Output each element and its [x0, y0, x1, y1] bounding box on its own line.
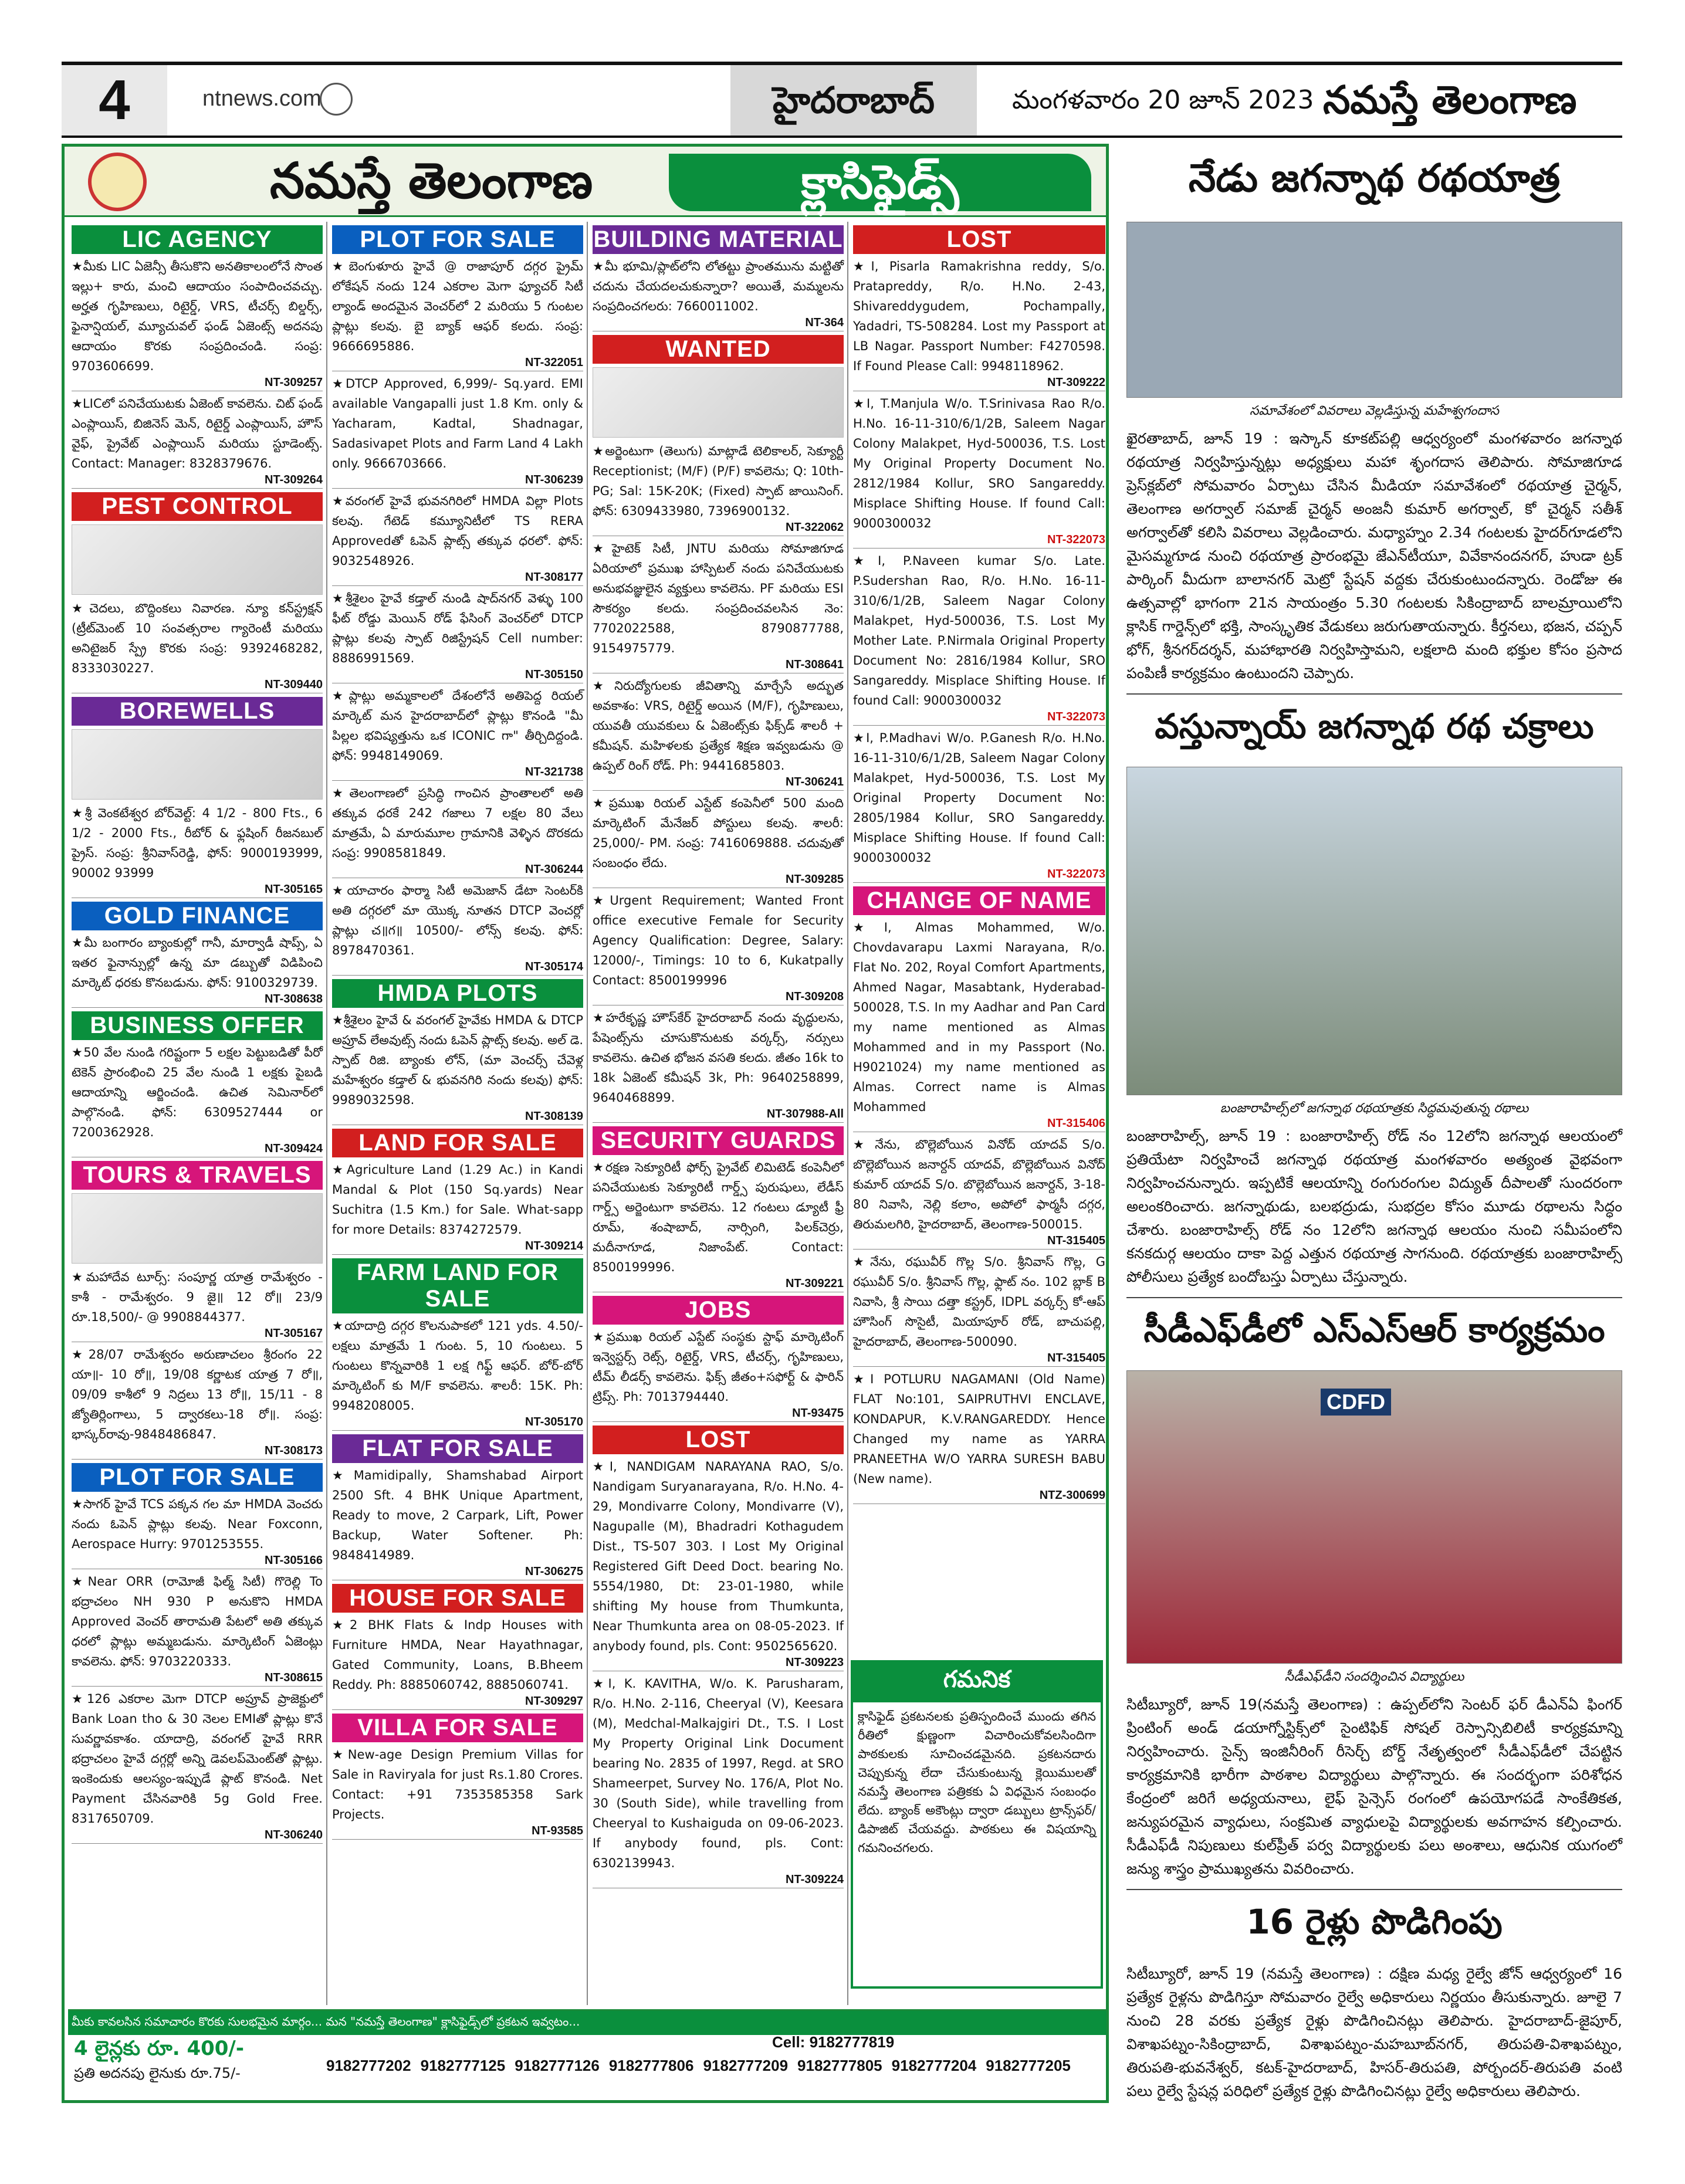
ad-code: NT-305150: [332, 668, 583, 683]
ad-code: NT-321738: [332, 766, 583, 781]
ad-code: NT-309224: [593, 1873, 844, 1888]
section-heading: VILLA FOR SALE: [332, 1714, 583, 1742]
classified-section: [332, 1434, 583, 1580]
section-heading: WANTED: [593, 335, 844, 364]
notice-text: క్లాసిఫైడ్ ప్రకటనలకు ప్రతిస్పందించే ముందు తగిన రీతిలో క్షుణ్ణంగా విచారించుకోవలసిందిగా పాఠకులకు సూచించడమైనది. ప్రకటనదారు చెప్పుకున్న లేదా చేసుకుంటున్న క్లెయిములతో నమస్తే తెలంగాణ పత్రికకు ఏ విధమైన సంబంధం లేదు. బ్యాంక్ అకౌంట్లు ద్వారా డబ్బులు ట్రాన్స్‌ఫర్/ డిపాజిట్ చేయవద్దు. పాఠకులు ఈ విషయాన్ని గమనించగలరు.: [858, 1709, 1096, 1855]
classified-section: [332, 979, 583, 1125]
ad-text: ★నిరుద్యోగులకు జీవితాన్ని మార్చేసే అద్భుత అవకాశం: VRS, రిటైర్డ్ అయిన (M/F), గృహిణులు, యువతీ యువకులు & ఏజెంట్స్‌కు ఫిక్స్‌డ్ శాలరీ + కమీషన్. మహిళలకు ప్రత్యేక శిక్షణ ఇవ్వబడును @ ఉప్పల్ రింగ్ రోడ్. Ph: 9441685803.: [593, 679, 844, 773]
section-heading: PLOT FOR SALE: [332, 225, 583, 254]
news-body-2: బంజారాహిల్స్, జూన్ 19 : బంజారాహిల్స్ రోడ్ నం 12లోని జగన్నాథ ఆలయంలో ప్రతియేటా నిర్వహించే జగన్నాథ రథయాత్ర మంగళవారం అత్యంత వైభవంగా నిర్వహించనున్నారు. ఇప్పటికే ఆలయాన్ని రంగురంగుల విద్యుత్ దీపాలతో సుందరంగా అలంకరించారు. జగన్నాథుడు, బలభద్రుడు, సుభద్రల కోసం మూడు రథాలను సిద్ధం చేశారు. బంజారాహిల్స్ రోడ్ నం 12లోని జగన్నాథ ఆలయం నుంచి సమీపంలోని కనకదుర్గ ఆలయం దాకా పెద్ద ఎత్తున రథయాత్ర సాగనుంది. రథయాత్రకు బంజారాహిల్స్ పోలీసులు ప్రత్యేక బందోబస్తు ఏర్పాటు చేస్తున్నారు.: [1126, 1125, 1622, 1298]
classified-column-1: [68, 222, 327, 2005]
section-heading: HOUSE FOR SALE: [332, 1584, 583, 1613]
classifieds-tag: క్లాసిఫైడ్స్: [669, 154, 1091, 211]
section-heading: TOURS & TRAVELS: [72, 1161, 323, 1190]
classified-section: [72, 1161, 323, 1460]
news-headline-1: నేడు జగన్నాథ రథయాత్ర: [1188, 155, 1561, 201]
ad-text: ★మీ బంగారం బ్యాంకుల్లో గానీ, మార్వాడీ షాప్స్, ఏ ఇతర ఫైనాన్సుల్లో ఉన్న మా డబ్బుతో విడిపించి మార్కెట్ ధరకు కొనబడును. ఫోన్: 9100329739.: [72, 936, 323, 990]
photo-sign: CDFD: [1321, 1389, 1391, 1416]
classified-section: [853, 225, 1105, 883]
ad-text: ★హరేకృష్ణ హౌస్‌కేర్ హైదరాబాద్ నందు వృద్ధులను, పేషెంట్స్‌ను చూసుకొనుటకు వర్కర్స్, నర్సులు కావలెను. ఉచిత భోజన వసతి కలదు. జీతం 16k to 18k ఏజెంట్ కమీషన్ 3k, Ph: 9640258899, 9640468899.: [593, 1011, 844, 1105]
ad-text: ★నేను, రఘువీర్ గొల్ల S/o. శ్రీనివాస్ గొల్ల, G రఘువీర్ S/o. శ్రీనివాస్ గొల్ల, ఫ్లాట్ నం. 102 బ్లాక్ B నివాసి, శ్రీ సాయి దత్తా కస్ట్రర్, IDPL వర్కర్స్ కో-ఆప్ హౌసింగ్ సొసైటీ, మియాపూర్ రోడ్, బాచుపల్లి, హైదరాబాద్, తెలంగాణ-500090.: [853, 1255, 1105, 1349]
ad-code: NT-308139: [332, 1110, 583, 1125]
ad-text: ★Near ORR (రామోజీ ఫిల్మ్ సిటీ) గొరెల్లి To భద్రాచలం NH 930 P అనుకొని HMDA Approved వెంచర్ తారామతి పేటలో అతి తక్కువ ధరలో ప్లాట్లు అమ్మబడును. మార్కెటింగ్ ఏజెంట్లు కావలెను. ఫోన్: 9703220333.: [72, 1574, 323, 1668]
ad-code: NT-309424: [72, 1142, 323, 1157]
footer-phone: 9182777209: [703, 2057, 789, 2074]
ad-text: ★యాచారం ఫార్మా సిటీ అమెజాన్ డేటా సెంటర్‌కి అతి దగ్గరలో మా యొక్క నూతన DTCP వెంచర్లో ప్లాట్లు చ॥గ॥ 10500/- లోన్స్ కలవు. ఫోన్: 8978470361.: [332, 883, 583, 957]
news-headline-4: 16 రైళ్లు పొడిగింపు: [1246, 1902, 1503, 1942]
classified-column-3: [589, 222, 848, 2005]
issue-date: మంగళవారం 20 జూన్ 2023: [1012, 85, 1314, 115]
footer-phones: [326, 2057, 1101, 2075]
footer-phone: 9182777205: [986, 2057, 1071, 2074]
ad-text: ★I, T.Manjula W/o. T.Srinivasa Rao R/o. H.No. 16-11-310/6/1/2B, Saleem Nagar Colony Malakpet, Hyd-500036, T.S. Lost My Original Property Document No. 2812/1984 Kollur, SRO Sangareddy. Misplace Shifting House. If found Call: 9000300032: [853, 397, 1105, 530]
ad-code: NT-315405: [853, 1352, 1105, 1367]
news-caption-1: సమావేశంలో వివరాలు వెల్లడిస్తున్న మహేశ్వగందాస: [1249, 404, 1499, 418]
ad-text: ★వరంగల్ హైవే భువనగిరిలో HMDA విల్లా Plots కలవు. గేటెడ్ కమ్యూనిటీలో TS RERA Approvedతో ఓపెన్ ప్లాట్స్ తక్కువ ధరలో. ఫోన్: 9032548926.: [332, 494, 583, 568]
section-heading: BOREWELLS: [72, 697, 323, 726]
classified-section: [593, 225, 844, 331]
ad-text: ★ప్రముఖ రియల్ ఎస్టేట్ కంపెనీలో 500 మంది మార్కెటింగ్ మేనేజర్ పోస్టులు కలవు. శాలరీ: 25,000/- PM. సంప్ర: 7416069888. చదువుతో సంబంధం లేదు.: [593, 796, 844, 870]
news-photo-1: [1126, 222, 1622, 398]
ad-code: NT-322073: [853, 710, 1105, 726]
ad-code: NT-364: [593, 316, 844, 331]
ad-code: NT-308641: [593, 658, 844, 673]
ad-text: ★యాదాద్రి దగ్గర కొలనుపాకలో 121 yds. 4.50/- లక్షలు మాత్రమే 1 గుంట. 5, 10 గుంటలు. 5 గుంటలు కొన్నవారికి 1 లక్ష గిఫ్ట్ ఆఫర్. బోర్-బోర్ మార్కెటింగ్ కు M/F కావలెను. శాలరీ: 15K. Ph: 9948208005.: [332, 1319, 583, 1413]
page-number: 4: [62, 65, 167, 136]
ad-image: [593, 367, 844, 438]
site-url[interactable]: ntnews.com: [202, 86, 322, 111]
section-heading: SECURITY GUARDS: [593, 1126, 844, 1155]
ad-code: NT-93585: [332, 1824, 583, 1840]
section-heading: LOST: [853, 225, 1105, 254]
section-heading: BUSINESS OFFER: [72, 1011, 323, 1040]
ad-image: [72, 524, 323, 595]
ad-code: NT-305174: [332, 960, 583, 976]
news-photo-2: [1126, 767, 1622, 1095]
footer-phone: 9182777125: [420, 2057, 506, 2074]
ad-code: NT-307988-All: [593, 1108, 844, 1123]
ad-text: ★రక్షణ సెక్యూరిటీ ఫోర్స్ ప్రైవేట్ లిమిటెడ్ కంపెనీలో పనిచేయుటకు సెక్యూరిటీ గార్డ్స్ పురుషులు, లేడీస్ గార్డ్స్ అర్జెంటుగా కావలెను. 12 గంటలు డ్యూటీ ఫ్రీ రూమ్, శంషాబాద్, నార్సింగి, పిలక్‌చెర్రు, మదీనాగూడ, నిజాంపేట్. Contact: 8500199996.: [593, 1160, 844, 1274]
ad-code: NT-305167: [72, 1327, 323, 1342]
ad-image: [72, 1193, 323, 1264]
notice-heading: గమనిక: [853, 1662, 1101, 1702]
classified-section: [72, 902, 323, 1008]
ad-code: NT-315406: [853, 1117, 1105, 1132]
section-heading: HMDA PLOTS: [332, 979, 583, 1008]
page-header: [62, 62, 1622, 138]
classified-section: [332, 1129, 583, 1255]
classified-section: [593, 335, 844, 1123]
section-heading: BUILDING MATERIAL: [593, 225, 844, 254]
section-heading: LAND FOR SALE: [332, 1129, 583, 1157]
masthead: నమస్తే తెలంగాణ: [1323, 77, 1577, 123]
classified-section: [72, 1011, 323, 1157]
ad-code: NT-309285: [593, 873, 844, 888]
section-heading: GOLD FINANCE: [72, 902, 323, 930]
news-caption-3: సీడీఎఫ్‌డీని సందర్శించిన విద్యార్థులు: [1284, 1670, 1464, 1684]
ad-text: ★బెంగుళూరు హైవే @ రాజాపూర్ దగ్గర ప్రైమ్ లోకేషన్ నందు 124 ఎకరాల మెగా ఫ్యూచర్ సిటీ ల్యాండ్ అందమైన వెంచర్‌లో 2 మరియు 5 గుంటల ప్లాట్లు కలవు. బై బ్యాక్ ఆఫర్ కలదు. సంప్ర: 9666695886.: [332, 259, 583, 353]
ad-text: ★చెదలు, బొద్దింకలు నివారణ. న్యూ కన్‌స్ట్రక్షన్ (ట్రీట్‌మెంట్ 10 సంవత్సరాల గ్యారెంటీ మరియు అనిటైజర్ స్ప్రే కొరకు సంప్ర: 9392468282, 8333030227.: [72, 601, 323, 675]
ad-text: ★50 వేల నుండి గరిష్టంగా 5 లక్షల పెట్టుబడితో పీరో టెకెన్ ప్రారంభించి 25 వేల నుండి 1 లక్షకు పైబడి ఆదాయాన్ని ఆర్జించండి. ఉచిత సెమినార్‌లో పాల్గొనండి. ఫోన్: 6309527444 or 7200362928.: [72, 1045, 323, 1139]
ad-code: NT-308177: [332, 571, 583, 586]
ad-code: NTZ-300699: [853, 1489, 1105, 1504]
classifieds-footer: [68, 2009, 1107, 2100]
section-heading: PLOT FOR SALE: [72, 1463, 323, 1492]
section-heading: FARM LAND FOR SALE: [332, 1258, 583, 1313]
classified-section: [593, 1296, 844, 1422]
ad-text: ★హైటెక్ సిటీ, JNTU మరియు సోమాజిగూడ ఏరియాలో ప్రముఖ హాస్పిటల్ నందు పనిచేయుటకు అనుభవజ్ఞులైన వ్యక్తులు కావలెను. PF మరియు ESI సౌకర్యం కలదు. సంప్రదించవలసిన నెం: 7702022588, 8790877788, 9154975779.: [593, 541, 844, 655]
ad-code: NT-308638: [72, 993, 323, 1008]
ad-text: ★LICలో పనిచేయుటకు ఏజెంట్ కావలెను. చిట్ ఫండ్ ఎంప్లాయిస్, బిజినెస్ మెన్, రిటైర్డ్ ఎంప్లాయిస్, హౌస్ వైఫ్, ప్రైవేట్ ఎంప్లాయిస్ మరియు స్టూడెంట్స్. Contact: Manager: 8328379676.: [72, 397, 323, 470]
section-heading: LOST: [593, 1425, 844, 1454]
ad-text: ★శ్రీశైలం హైవే & వరంగల్ హైవేకు HMDA & DTCP అప్రూవ్ లేఅవుట్స్ నందు ఓపెన్ ప్లాట్స్ కలవు. అల్ డె. స్పాట్ రిజి. బ్యాంకు లోన్, (మా వెంచర్స్ చేవెళ్ల మహేశ్వరం కడ్తాల్ & భువనగిరి నందు కలవు) ఫోన్: 9989032598.: [332, 1013, 583, 1107]
classified-section: [332, 1258, 583, 1431]
ad-text: ★Urgent Requirement; Wanted Front office executive Female for Security Agency Qualification: Degree, Salary: 12000/-, Timings: 10 to 6, Kukatpally Contact: 8500199996: [593, 893, 844, 987]
classified-section: [593, 1126, 844, 1292]
ad-text: ★Agriculture Land (1.29 Ac.) in Kandi Mandal & Plot (150 Sq.yards) Near Suchitra (1.5 Km.) for Sale. What-sapp for more Details: 8374272579.: [332, 1163, 583, 1237]
ad-text: ★మహాదేవ టూర్స్: సంపూర్ణ యాత్ర రామేశ్వరం - కాశీ - రామేశ్వరం. 9 జై॥ 12 రో॥ 23/9 రూ.18,500/- @ 9908844377.: [72, 1270, 323, 1324]
ad-text: ★126 ఎకరాల మెగా DTCP అప్రూవ్ ప్రాజెక్టులో Bank Loan tho & 30 నెలల EMIతో ప్లాట్లు కొనే సువర్ణావకాశం. యాదాద్రి, వరంగల్ హైవే RRR భద్రాచలం హైవే దగ్గర్లో అన్ని డెవలప్‌మెంట్‌తో ప్లాట్లు. ఇంకెందుకు ఆలస్యం-ఇప్పుడే ప్లాట్ కొనండి. Net Payment చేసినవారికి 5g Gold Free. 8317650709.: [72, 1692, 323, 1826]
news-body-4: సిటీబ్యూరో, జూన్ 19 (నమస్తే తెలంగాణ) : దక్షిణ మధ్య రైల్వే జోన్ ఆధ్వర్యంలో 16 ప్రత్యేక రైళ్లను పొడిగిస్తూ సోమవారం రైల్వే అధికారులు నిర్ణయం తీసుకున్నారు. జూలై 7 నుంచి 28 వరకు ప్రత్యేక రైళ్లు పొడిగించినట్లు తెలిపారు. హైదరాబాద్-జైపూర్, విశాఖపట్నం-సికింద్రాబాద్, విశాఖపట్నం-మహబూబ్‌నగర్, తిరుపతి-విశాఖపట్నం, తిరుపతి-భువనేశ్వర్, కటక్-హైదరాబాద్, హిసర్-తిరుపతి, పోర్బందర్-తిరుపతి వంటి పలు రైల్వే స్టేషన్ల పరిధిలో ప్రత్యేక రైళ్లు పొడిగించినట్లు రైల్వే అధికారులు తెలిపారు.: [1126, 1965, 1622, 2100]
ad-text: ★శ్రీ వెంకటేశ్వర బోర్‌వెల్ట్: 4 1/2 - 800 Fts., 6 1/2 - 2000 Fts., రీబోర్ & ఫ్లషింగ్ రీజనబుల్ ప్రైస్. సంప్ర: శ్రీనివాస్‌రెడ్డి, ఫోన్: 9000193999, 90002 93999: [72, 806, 323, 880]
ad-code: NT-309223: [593, 1656, 844, 1671]
ad-code: NT-309264: [72, 473, 323, 489]
newspaper-logo-icon: [88, 153, 147, 211]
ad-text: ★మీ భూమి/ప్లాట్‌లోని లోతట్టు ప్రాంతమును మట్టితో చదును చేయదలచుకున్నారా? అయితే, మమ్మలను సంప్రదించగలరు: 7660011002.: [593, 259, 844, 313]
news-headline-3: సీడీఎఫ్‌డీలో ఎస్‌ఎస్‌ఆర్ కార్యక్రమం: [1143, 1310, 1605, 1350]
news-caption-2: బంజారాహిల్స్‌లో జగన్నాథ రథయాత్రకు సిద్ధమవుతున్న రథాలు: [1220, 1101, 1529, 1116]
ad-code: NT-309214: [332, 1240, 583, 1255]
ad-code: NT-306241: [593, 776, 844, 791]
ad-text: ★నేను, బొల్లెబోయిన వినోద్ యాదవ్ S/o. బొల్లెబోయిన జనార్దన్ యాదవ్, బొల్లెబోయిన వినోద్ కుమార్ యాదవ్ S/o. బొల్లెబోయిన జనార్దన్, 3-18-80 నివాసి, నెల్లి కలాం, అపోలో ఫార్మసీ దగ్గర, తిరుమలగిరి, హైదరాబాద్, తెలంగాణ-500015.: [853, 1137, 1105, 1231]
footer-phone: 9182777805: [797, 2057, 882, 2074]
ad-code: NT-322073: [853, 533, 1105, 548]
footer-phone: 9182777806: [608, 2057, 694, 2074]
ad-code: NT-308615: [72, 1671, 323, 1687]
section-heading: FLAT FOR SALE: [332, 1434, 583, 1463]
ad-code: NT-309208: [593, 990, 844, 1005]
classified-section: [332, 1584, 583, 1710]
ad-code: NT-309297: [332, 1695, 583, 1710]
ad-code: NT-322073: [853, 868, 1105, 883]
ad-code: NT-305165: [72, 883, 323, 898]
ad-text: ★I, Pisarla Ramakrishna reddy, S/o. Pratapreddy, R/o. H.No. 2-43, Shivareddygudem, Pochampally, Yadadri, TS-508284. Lost my Passport at LB Nagar. Passport Number: F4270598. If Found Please Call: 9948118962.: [853, 259, 1105, 373]
footer-phone: 9182777204: [891, 2057, 977, 2074]
classified-section: [72, 492, 323, 693]
section-heading: CHANGE OF NAME: [853, 886, 1105, 915]
ad-text: ★మీకు LIC ఏజెన్సీ తీసుకొని అనతికాలంలోనే సొంత ఇల్లు+ కారు, మంచి ఆదాయం సంపాదించవచ్చు. అర్హత గృహిణులు, రిటైర్డ్, VRS, టీచర్స్ బిల్డర్స్, ఫైనాన్షియల్, మ్యూచువల్ ఫండ్ ఏజెంట్స్ అదనపు ఆదాయం కొరకు సంప్రదించండి. సంప్ర: 9703606699.: [72, 259, 323, 373]
ad-text: ★I, Almas Mohammed, W/o. Chovdavarapu Laxmi Narayana, R/o. Flat No. 202, Royal Comfort Apartments, Ahmed Nagar, Masabtank, Hyderabad-500028, T.S. In my Aadhar and Pan Card my name mentioned as Almas Mohammed and in my Passport (No. H9021024) my name mentioned as Almas. Correct name is Almas Mohammed: [853, 920, 1105, 1114]
news-body-3: సిటీబ్యూరో, జూన్ 19(నమస్తే తెలంగాణ) : ఉప్పల్‌లోని సెంటర్ ఫర్ డీఎన్‌ఏ ఫింగర్ ప్రింటింగ్ అండ్ డయాగ్నోస్టిక్స్‌లో సైంటిఫిక్ సోషల్ రెస్పాన్సిబిలిటీ కార్యక్రమాన్ని నిర్వహించారు. సైన్స్ ఇంజినీరింగ్ రీసెర్చ్ బోర్డ్ నేతృత్వంలో సీడీఎఫ్‌డీలో చేపట్టిన కార్యక్రమానికి భారీగా పాఠశాల విద్యార్థులు పాల్గొన్నారు. ఈ సందర్భంగా పరిశోధన కేంద్రంలో జరిగే అధ్యయనాలు, లైఫ్ సైన్సెస్ రంగంలో ఉపయోగపడే సాంకేతికత, జన్యుపరమైన వ్యాధులు, సంక్రమిత వ్యాధులపై విద్యార్థులకు అవగాహన కల్పించారు. సీడీఎఫ్‌డీ నిపుణులు కుల్‌ప్రీత్ పర్వ విద్యార్థులకు పలు అంశాలు, ఆధునిక యుగంలో జన్యు శాస్త్రం ప్రాముఖ్యతను వివరించారు.: [1126, 1693, 1622, 1890]
ad-text: ★అర్జెంటుగా (తెలుగు) మాట్లాడే టెలికాలర్, సెక్యూర్టీ Receptionist; (M/F) (P/F) కావలెను; Q: 10th-PG; Sal: 15K-20K; (Fixed) స్పాట్ జాయినింగ్. ఫోన్: 6309433980, 7396900132.: [593, 444, 844, 518]
ad-code: NT-306240: [72, 1829, 323, 1844]
ad-code: NT-93475: [593, 1407, 844, 1422]
ad-text: ★I, NANDIGAM NARAYANA RAO, S/o. Nandigam Suryanarayana, R/o. H.No. 4-29, Mondivarre Colony, Mondivarre (V), Nagupalle (M), Bhadradri Kothagudem Dist., TS-507 303. I Lost My Original Registered Gift Deed Doct. bearing No. 5554/1980, Dt: 23-01-1980, while shifting My house from Thumkunta, Near Thumkunta area on 08-05-2023. If anybody found, pls. Cont: 9502565620.: [593, 1460, 844, 1653]
ad-code: NT-315405: [853, 1234, 1105, 1250]
ad-code: NT-309257: [72, 376, 323, 391]
ad-code: NT-322062: [593, 521, 844, 536]
section-heading: JOBS: [593, 1296, 844, 1325]
ad-text: ★I POTLURU NAGAMANI (Old Name) FLAT No:101, SAIPRUTHVI ENCLAVE, KONDAPUR, K.V.RANGAREDDY. Hence Changed my name as YARRA PRANEETHA W/O YARRA SURESH BABU (New name).: [853, 1372, 1105, 1486]
footer-phone: 9182777126: [515, 2057, 600, 2074]
ad-text: ★I, P.Naveen kumar S/o. Late. P.Sudershan Rao, R/o. H.No. 16-11-310/6/1/2B, Saleem Nagar Colony Malakpet, Hyd-500036, T.S. Lost My Mother Late. P.Nirmala Original Property Document No: 2816/1984 Kollur, SRO Sangareddy. Misplace Shifting House. If found Call: 9000300032: [853, 554, 1105, 707]
classifieds-brand: నమస్తే తెలంగాణ: [270, 151, 593, 209]
classified-section: [72, 225, 323, 489]
classified-section: [332, 1714, 583, 1840]
ad-text: ★I, P.Madhavi W/o. P.Ganesh R/o. H.No. 16-11-310/6/1/2B, Saleem Nagar Colony Malakpet, Hyd-500036, T.S. Lost My Original Property Document No: 2805/1984 Kollur, SRO Sangareddy. Misplace Shifting House. If found Call: 9000300032: [853, 731, 1105, 865]
news-body-1: ఖైరతాబాద్, జూన్ 19 : ఇస్కాన్ కూకట్‌పల్లి ఆధ్వర్యంలో మంగళవారం జగన్నాథ రథయాత్ర నిర్వహిస్తున్నట్లు అధ్యక్షులు మహా శృంగదాస తెలిపారు. సోమాజిగూడ ప్రెస్‌క్లబ్‌లో సోమవారం ఏర్పాటు చేసిన మీడియా సమావేశంలో రథయాత్ర చైర్మన్, తెలంగాణ అగర్వాల్ సమాజ్ చైర్మన్ అంజనీ కుమార్ అగర్వాల్, కో చైర్మన్ సతీశ్ అగర్వాల్‌తో కలిసి వివరాలు వెల్లడించారు. మధ్యాహ్నం 2.34 గంటలకు హైదర్‌గూడలోని మైసమ్మగూడ నుంచి రథయాత్ర ప్రారంభమై జేఎన్‌టీయూ, వివేకానందనగర్, హుడా ట్రక్ పార్కింగ్ మీదుగా బాలానగర్ మెట్రో స్టేషన్ వద్దకు చేరుకుంటుందన్నారు. రెండోజు ఈ ఉత్సవాల్లో భాగంగా 21న సాయంత్రం 5.30 గంటలకు సికింద్రాబాద్ బాలమ్రాయిలోని క్లాసిక్ గార్డెన్స్‌లో భక్తి, సాంస్కృతిక వేడుకలు జరుగుతాయన్నారు. కీర్తనలు, భజన, చప్పన్ భోగ్, శ్రీనగర్‌దర్శన్, మహాభారతి నిర్వహిస్తామని, లక్షలాది మంది భక్తుల కోసం ప్రసాద పంపిణీ కార్యక్రమం ఉంటుందని చెప్పారు.: [1126, 427, 1622, 695]
classifieds-section: [62, 144, 1109, 2103]
ad-text: ★తెలంగాణలో ప్రసిద్ధి గాంచిన ప్రాంతాలలో అతి తక్కువ ధరకే 242 గజాలు 7 లక్షల 80 వేలు మాత్రమే, ఏ మారుమూల గ్రామానికి వెళ్ళిన దొరకదు సంప్ర: 9908581849.: [332, 786, 583, 860]
city-label: హైదరాబాద్: [730, 65, 977, 136]
ad-text: ★2 BHK Flats & Indp Houses with Furniture HMDA, Near Hayathnagar, Gated Community, Loans, B.Bheem Reddy. Ph: 8885060742, 8885060741.: [332, 1618, 583, 1692]
classified-section: [853, 886, 1105, 1504]
classified-section: [593, 1425, 844, 1888]
ad-code: NT-322051: [332, 356, 583, 371]
ad-text: ★సాగర్ హైవే TCS పక్కన గల మా HMDA వెంచరు నందు ఓపెన్ ప్లాట్లు కలవు. Near Foxconn, Aerospace Hurry: 9701253555.: [72, 1497, 323, 1551]
ad-code: NT-305170: [332, 1416, 583, 1431]
ad-text: ★28/07 రామేశ్వరం అరుణాచలం శ్రీరంగం 22 యా॥- 10 రో॥, 19/08 కర్ణాటక యాత్ర 7 రో॥, 09/09 కాశీలో 9 నిద్రలు 13 రో॥, 15/11 - 8 జ్యోతిర్లింగాలు, 5 ద్వారకలు-18 రో॥. సంప్ర: భాస్కర్‌రావు-9848486847.: [72, 1347, 323, 1441]
news-headline-2: వస్తున్నాయ్ జగన్నాథ రథ చక్రాలు: [1155, 706, 1594, 746]
ad-text: ★Mamidipally, Shamshabad Airport 2500 Sft. 4 BHK Unique Apartment, Ready to move, 2 Carpark, Lift, Power Backup, Water Softener. Ph: 9848414989.: [332, 1468, 583, 1562]
footer-phone: 9182777202: [326, 2057, 411, 2074]
ad-text: ★New-age Design Premium Villas for Sale in Raviryala for just Rs.1.80 Crores. Contact: +91 7353585358 Sark Projects.: [332, 1748, 583, 1821]
classified-section: [72, 697, 323, 898]
ad-code: NT-309221: [593, 1277, 844, 1292]
ad-code: NT-305166: [72, 1554, 323, 1569]
section-heading: LIC AGENCY: [72, 225, 323, 254]
ad-code: NT-308173: [72, 1444, 323, 1460]
ad-code: NT-306239: [332, 473, 583, 489]
classified-section: [72, 1463, 323, 1844]
ad-text: ★I, K. KAVITHA, W/o. K. Parusharam, R/o. H.No. 2-116, Cheeryal (V), Keesara (M), Medchal-Malkajgiri Dt., T.S. I Lost My Property Original Link Document bearing No. 2835 of 1997, Regd. at SRO Shameerpet, Survey No. 176/A, Plot No. 30 (South Side), while travelling from Cheeryal to Kushaiguda on 09-06-2023. If anybody found, pls. Cont: 6302139943.: [593, 1677, 844, 1870]
news-photo-3: [1126, 1370, 1622, 1664]
footer-offer: 4 లైన్లకు రూ. 400/-: [74, 2037, 244, 2060]
section-heading: PEST CONTROL: [72, 492, 323, 521]
ad-image: [72, 729, 323, 800]
news-column: [1126, 144, 1622, 2103]
ad-code: NT-309222: [853, 376, 1105, 391]
globe-icon: [320, 83, 353, 116]
ad-text: ★DTCP Approved, 6,999/- Sq.yard. EMI available Vangapalli just 1.8 Km. only & Yacharam, Kadtal, Shadnagar, Sadasivapet Plots and Farm Land 4 Lakh only. 9666703666.: [332, 377, 583, 470]
classifieds-banner: [65, 147, 1106, 217]
ad-code: NT-306275: [332, 1565, 583, 1580]
ad-text: ★ప్రముఖ రియల్ ఎస్టేట్ సంస్థకు స్టాఫ్ మార్కెటింగ్ ఇన్వెస్టర్స్ రెట్స్, రిటైర్డ్, VRS, టీచర్స్, గృహిణులు, టీమ్ లీడర్స్ కావలెను. ఫిక్స్ జీతం+సఫోర్ట్ & ఫారిన్ ట్రిప్స్. Ph: 7013794440.: [593, 1330, 844, 1404]
footer-line: మీకు కావలసిన సమాచారం కొరకు సులభమైన మార్గం... మన "నమస్తే తెలంగాణ" క్లాసిఫైడ్స్‌లో ప్రకటన ఇవ్వటం...: [68, 2011, 1107, 2035]
ad-code: NT-309440: [72, 678, 323, 693]
footer-cell: Cell: 9182777819: [772, 2033, 895, 2051]
ad-text: ★ప్లాట్లు అమ్మకాలలో దేశంలోనే అతిపెద్ద రియల్ మార్కెట్ మన హైదరాబాద్‌లో ప్లాట్లు కొనండి "మీ పిల్లల భవిష్యత్తును ఒక ICONIC గా" తీర్చిదిద్దండి. ఫోన్: 9948149069.: [332, 689, 583, 763]
notice-box: [851, 1660, 1103, 1989]
ad-code: NT-306244: [332, 863, 583, 878]
footer-extra: ప్రతి అదనపు లైనుకు రూ.75/-: [74, 2065, 241, 2081]
classified-section: [332, 225, 583, 976]
classified-column-2: [329, 222, 588, 2005]
ad-text: ★శ్రీశైలం హైవే కడ్తాల్ నుండి షాద్‌నగర్ వెళ్ళు 100 ఫీట్ రోడ్డు మెయిన్ రోడ్ ఫేసింగ్ వెంచర్‌లో DTCP ప్లాట్లు కలవు స్పాట్ రిజిస్ట్రేషన్ Cell number: 8886991569.: [332, 591, 583, 665]
